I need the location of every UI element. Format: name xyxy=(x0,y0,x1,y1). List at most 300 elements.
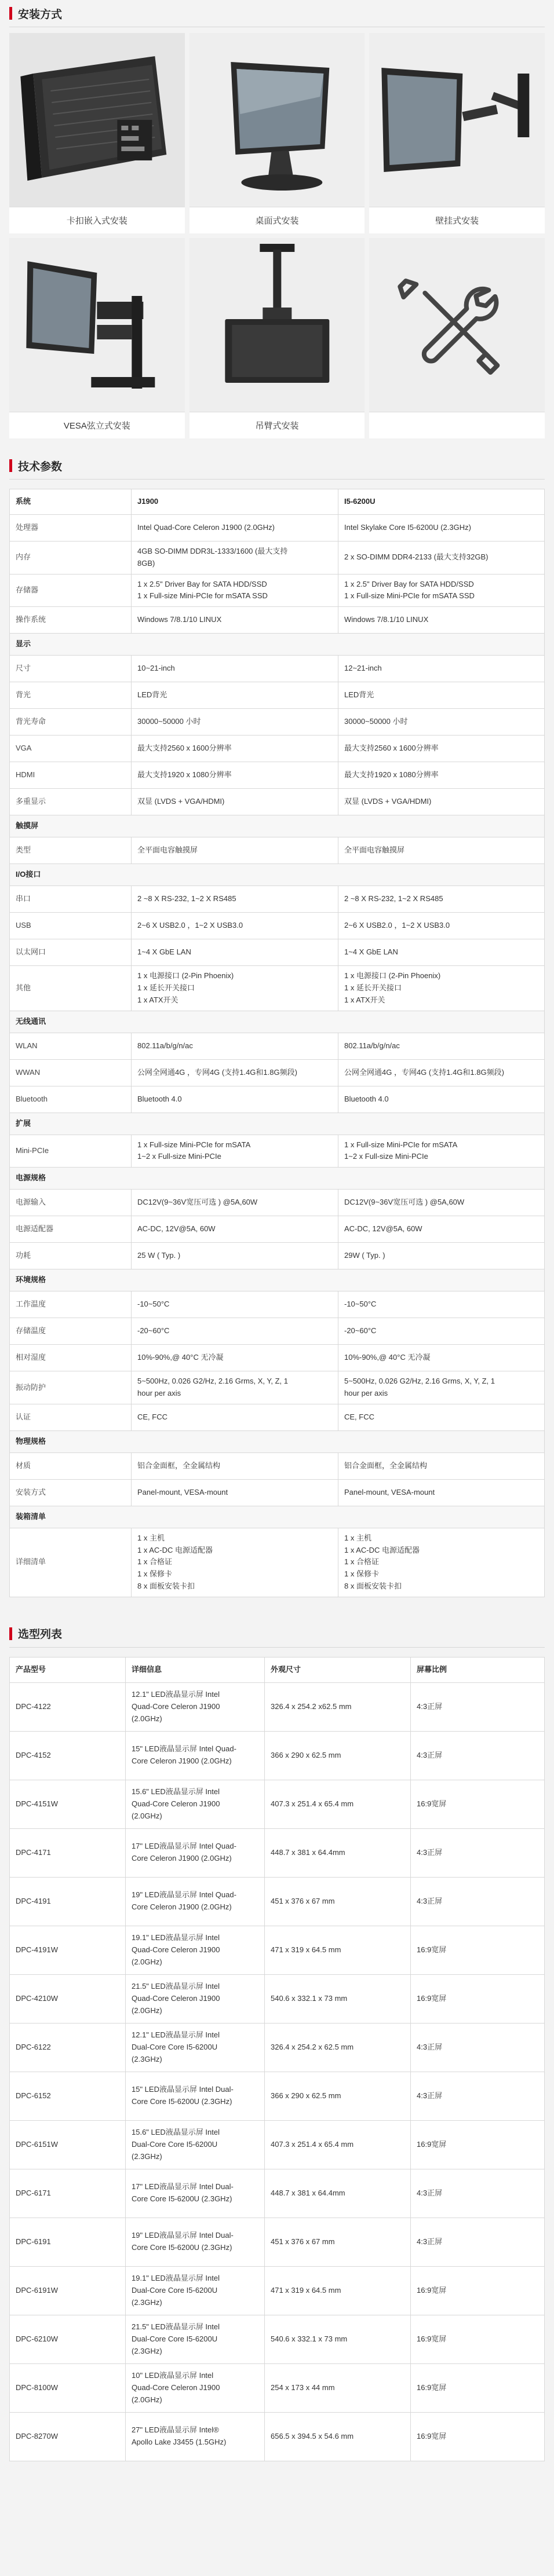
model-detail-line: 19" LED液晶显示屏 Intel Dual- xyxy=(132,2231,234,2240)
spec-value xyxy=(338,574,545,607)
model-ratio: 4:3正屏 xyxy=(411,2023,545,2072)
spec-value xyxy=(338,1243,545,1269)
model-size: 326.4 x 254.2 x 62.5 mm xyxy=(265,2023,411,2072)
spec-value xyxy=(132,607,338,634)
model-ratio: 16:9宽屏 xyxy=(411,2412,545,2461)
model-name: DPC-8270W xyxy=(10,2412,126,2461)
spec-value-line: 1 x 主机 xyxy=(344,1533,371,1542)
model-size: 540.6 x 332.1 x 73 mm xyxy=(265,2315,411,2363)
spec-category-row xyxy=(10,1168,545,1190)
models-section-header xyxy=(5,1620,549,1647)
spec-value xyxy=(338,1059,545,1086)
spec-value xyxy=(338,1086,545,1113)
spec-value-line: Panel-mount, VESA-mount xyxy=(344,1487,435,1496)
spec-value xyxy=(132,709,338,736)
spec-value-line: 1~2 x Full-size Mini-PCIe xyxy=(344,1152,428,1161)
spec-label: 尺寸 xyxy=(10,656,132,682)
spec-header-cell: 系统 xyxy=(10,489,132,515)
spec-label: Bluetooth xyxy=(10,1086,132,1113)
spec-value xyxy=(338,939,545,966)
spec-value-line: 8GB) xyxy=(137,558,155,568)
section-marker xyxy=(9,7,12,20)
vesa-pole-mount-icon xyxy=(9,238,185,412)
spec-label: 多重显示 xyxy=(10,789,132,815)
spec-label: Mini-PCIe xyxy=(10,1135,132,1168)
model-size: 540.6 x 332.1 x 73 mm xyxy=(265,1974,411,2023)
model-detail-line: 12.1" LED液晶显示屏 Intel xyxy=(132,1690,220,1699)
spec-value xyxy=(338,607,545,634)
spec-category-label: 物理规格 xyxy=(10,1430,545,1452)
model-size: 366 x 290 x 62.5 mm xyxy=(265,2072,411,2120)
install-caption xyxy=(369,412,545,438)
spec-value xyxy=(132,1452,338,1479)
model-ratio: 16:9宽屏 xyxy=(411,1926,545,1974)
spec-value-line: AC-DC, 12V@5A, 60W xyxy=(344,1224,422,1234)
model-name: DPC-6191W xyxy=(10,2266,126,2315)
model-ratio: 16:9宽屏 xyxy=(411,1974,545,2023)
spec-value-line: LED背光 xyxy=(344,690,374,700)
spec-row xyxy=(10,789,545,815)
model-ratio: 4:3正屏 xyxy=(411,1877,545,1926)
spec-value-line: CE, FCC xyxy=(344,1412,374,1421)
spec-value xyxy=(132,789,338,815)
spec-value-line: 全平面电容触摸屏 xyxy=(344,846,405,855)
spec-value-line: Bluetooth 4.0 xyxy=(344,1094,389,1103)
model-size: 407.3 x 251.4 x 65.4 mm xyxy=(265,1780,411,1828)
model-detail xyxy=(126,2363,265,2412)
spec-value-line: 4GB SO-DIMM DDR3L-1333/1600 (最大支持 xyxy=(137,547,288,555)
spec-label: 背光寿命 xyxy=(10,709,132,736)
model-row xyxy=(10,2218,545,2266)
spec-value xyxy=(132,1190,338,1216)
spec-category-row xyxy=(10,1113,545,1135)
section-marker xyxy=(9,459,12,472)
spec-row xyxy=(10,607,545,634)
spec-value-line: 1 x 延长开关接口 xyxy=(137,983,195,992)
spec-category-row xyxy=(10,864,545,886)
spec-label: 存储器 xyxy=(10,574,132,607)
model-detail xyxy=(126,2169,265,2218)
spec-label: 安装方式 xyxy=(10,1479,132,1506)
spec-row xyxy=(10,515,545,541)
spec-value-line: -10~50°C xyxy=(137,1300,170,1309)
spec-value-line: 1 x 合格证 xyxy=(344,1557,379,1567)
spec-value xyxy=(338,1371,545,1404)
wall-mount-arm-icon xyxy=(369,33,545,207)
model-size: 448.7 x 381 x 64.4mm xyxy=(265,1828,411,1877)
spec-value-line: 公网全网通4G ，专网4G (支持1.4G和1.8G频段) xyxy=(137,1067,297,1077)
spec-value xyxy=(338,736,545,762)
spec-value-line: 1 x 保修卡 xyxy=(137,1569,172,1579)
spec-row xyxy=(10,656,545,682)
spec-value-line: 1 x 2.5" Driver Bay for SATA HDD/SSD xyxy=(137,579,267,588)
spec-value-line: 公网全网通4G ，专网4G (支持1.4G和1.8G频段) xyxy=(344,1067,504,1077)
specs-section-title: 技术参数 xyxy=(18,460,63,473)
spec-value xyxy=(132,966,338,1011)
model-name: DPC-4151W xyxy=(10,1780,126,1828)
spec-value-line: 双显 (LVDS + VGA/HDMI) xyxy=(137,797,225,806)
model-detail-line: Quad-Core Celeron J1900 xyxy=(132,1799,220,1808)
spec-value-line: 1 x 延长开关接口 xyxy=(344,983,402,992)
spec-table xyxy=(9,489,545,1597)
spec-category-row xyxy=(10,1506,545,1528)
model-detail xyxy=(126,2315,265,2363)
spec-value xyxy=(338,1318,545,1345)
model-detail-line: Dual-Core Core I5-6200U xyxy=(132,2042,218,2051)
models-header-row xyxy=(10,1657,545,1682)
spec-value-line: 铝合金面框，全金属结构 xyxy=(344,1461,428,1470)
spec-label: 相对湿度 xyxy=(10,1345,132,1371)
spec-value xyxy=(338,913,545,939)
model-size: 471 x 319 x 64.5 mm xyxy=(265,2266,411,2315)
header-cell: 详细信息 xyxy=(126,1657,265,1682)
model-size: 656.5 x 394.5 x 54.6 mm xyxy=(265,2412,411,2461)
specs-section-header xyxy=(5,452,549,479)
spec-value xyxy=(132,1404,338,1430)
spec-value-line: 5~500Hz, 0.026 G2/Hz, 2.16 Grms, X, Y, Z, 1 xyxy=(137,1377,289,1386)
install-caption: 壁挂式安装 xyxy=(369,207,545,233)
spec-value-line: Bluetooth 4.0 xyxy=(137,1094,182,1103)
spec-label: WWAN xyxy=(10,1059,132,1086)
spec-value-line: 1 x AC-DC 电源适配器 xyxy=(137,1545,213,1554)
model-detail-line: 19.1" LED液晶显示屏 Intel xyxy=(132,1933,220,1942)
spec-value-line: 5~500Hz, 0.026 G2/Hz, 2.16 Grms, X, Y, Z, 1 xyxy=(344,1377,495,1386)
spec-row xyxy=(10,1479,545,1506)
model-detail-line: (2.0GHz) xyxy=(132,2395,162,2404)
desk-stand-icon xyxy=(189,33,365,207)
model-detail-line: 17" LED液晶显示屏 Intel Quad- xyxy=(132,1842,236,1851)
model-ratio: 4:3正屏 xyxy=(411,1731,545,1780)
install-caption: VESA弦立式安装 xyxy=(9,412,185,438)
spec-label: 存储温度 xyxy=(10,1318,132,1345)
spec-row xyxy=(10,1371,545,1404)
spec-category-label: 电源规格 xyxy=(10,1168,545,1190)
model-detail-line: 15.6" LED液晶显示屏 Intel xyxy=(132,1787,220,1796)
model-size: 366 x 290 x 62.5 mm xyxy=(265,1731,411,1780)
spec-value-line: 29W ( Typ. ) xyxy=(344,1251,385,1260)
model-detail xyxy=(126,1780,265,1828)
spec-label: 材质 xyxy=(10,1452,132,1479)
model-row xyxy=(10,2072,545,2120)
spec-value xyxy=(132,1291,338,1318)
spec-value xyxy=(338,515,545,541)
model-name: DPC-6151W xyxy=(10,2120,126,2169)
spec-row xyxy=(10,939,545,966)
spec-value xyxy=(132,1059,338,1086)
spec-value-line: 1 x ATX开关 xyxy=(344,995,385,1004)
spec-label: WLAN xyxy=(10,1033,132,1059)
spec-value xyxy=(132,1086,338,1113)
model-ratio: 16:9宽屏 xyxy=(411,2120,545,2169)
model-row xyxy=(10,1974,545,2023)
spec-row xyxy=(10,1086,545,1113)
model-detail-line: Quad-Core Celeron J1900 xyxy=(132,2383,220,2392)
spec-row xyxy=(10,1318,545,1345)
spec-header-cell: I5-6200U xyxy=(338,489,545,515)
model-row xyxy=(10,2120,545,2169)
spec-row xyxy=(10,1452,545,1479)
spec-value xyxy=(132,1345,338,1371)
spec-header-row xyxy=(10,489,545,515)
model-row xyxy=(10,2363,545,2412)
spec-value xyxy=(338,1452,545,1479)
spec-value-line: 1 x 保修卡 xyxy=(344,1569,379,1579)
spec-value-line: 802.11a/b/g/n/ac xyxy=(137,1041,193,1050)
model-detail xyxy=(126,1926,265,1974)
header-cell: 外观尺寸 xyxy=(265,1657,411,1682)
wrench-screwdriver-icon xyxy=(369,238,545,412)
spec-value-line: AC-DC, 12V@5A, 60W xyxy=(137,1224,216,1234)
spec-value-line: -10~50°C xyxy=(344,1300,377,1309)
install-section-header xyxy=(5,0,549,27)
spec-value-line: 10%-90%,@ 40°C 无冷凝 xyxy=(137,1353,224,1362)
model-ratio: 16:9宽屏 xyxy=(411,1780,545,1828)
spec-label: 电源适配器 xyxy=(10,1216,132,1243)
spec-value xyxy=(338,762,545,789)
spec-value-line: 1 x 电源接口 (2-Pin Phoenix) xyxy=(344,971,441,980)
install-card-panel xyxy=(9,33,185,233)
spec-value-line: 1 x Full-size Mini-PCIe for mSATA xyxy=(137,1140,251,1149)
spec-label: 内存 xyxy=(10,541,132,575)
spec-value xyxy=(338,541,545,575)
spec-value-line: 2 ~8 X RS-232, 1~2 X RS485 xyxy=(344,894,443,903)
spec-value xyxy=(338,837,545,864)
spec-value xyxy=(338,1033,545,1059)
spec-value xyxy=(338,656,545,682)
model-row xyxy=(10,1780,545,1828)
spec-value-line: DC12V(9~36V宽压可选 ) @5A,60W xyxy=(344,1198,465,1207)
spec-label: 功耗 xyxy=(10,1243,132,1269)
spec-row xyxy=(10,837,545,864)
install-grid xyxy=(5,27,549,452)
spec-value-line: 8 x 面板安装卡扣 xyxy=(344,1581,402,1590)
spec-value xyxy=(132,1033,338,1059)
model-detail-line: 15" LED液晶显示屏 Intel Dual- xyxy=(132,2085,234,2094)
model-detail-line: Core Celeron J1900 (2.0GHz) xyxy=(132,1854,232,1863)
spec-value-line: 1~2 x Full-size Mini-PCIe xyxy=(137,1152,221,1161)
spec-label: 其他 xyxy=(10,966,132,1011)
model-detail-line: (2.3GHz) xyxy=(132,2151,162,2161)
model-size: 471 x 319 x 64.5 mm xyxy=(265,1926,411,1974)
model-detail xyxy=(126,2412,265,2461)
install-caption: 吊臂式安装 xyxy=(189,412,365,438)
spec-value xyxy=(132,1216,338,1243)
spec-value xyxy=(132,515,338,541)
spec-row xyxy=(10,1216,545,1243)
spec-value-line: LED背光 xyxy=(137,690,167,700)
spec-value xyxy=(132,1243,338,1269)
model-name: DPC-4122 xyxy=(10,1682,126,1731)
install-card-desk xyxy=(189,33,365,233)
model-detail-line: 17" LED液晶显示屏 Intel Dual- xyxy=(132,2182,234,2191)
spec-row xyxy=(10,1528,545,1597)
spec-value xyxy=(338,1479,545,1506)
spec-value-line: 2 x SO-DIMM DDR4-2133 (最大支持32GB) xyxy=(344,552,489,562)
spec-value-line: 802.11a/b/g/n/ac xyxy=(344,1041,400,1050)
spec-value xyxy=(132,541,338,575)
spec-row xyxy=(10,1243,545,1269)
model-detail-line: (2.0GHz) xyxy=(132,2006,162,2015)
model-size: 451 x 376 x 67 mm xyxy=(265,2218,411,2266)
spec-label: 工作温度 xyxy=(10,1291,132,1318)
model-name: DPC-8100W xyxy=(10,2363,126,2412)
model-detail xyxy=(126,2218,265,2266)
spec-value xyxy=(338,789,545,815)
model-detail xyxy=(126,2120,265,2169)
model-detail-line: (2.0GHz) xyxy=(132,1714,162,1723)
model-detail-line: Core Celeron J1900 (2.0GHz) xyxy=(132,1757,232,1766)
spec-row xyxy=(10,762,545,789)
spec-category-row xyxy=(10,1011,545,1033)
spec-row xyxy=(10,886,545,913)
spec-value-line: 1 x 合格证 xyxy=(137,1557,172,1567)
spec-value-line: 10~21-inch xyxy=(137,664,175,673)
model-detail-line: 15" LED液晶显示屏 Intel Quad- xyxy=(132,1744,236,1754)
spec-value xyxy=(132,762,338,789)
spec-value xyxy=(338,1528,545,1597)
spec-value-line: 1 x Full-size Mini-PCIe for mSATA SSD xyxy=(344,591,475,601)
spec-value-line: 30000~50000 小时 xyxy=(344,717,408,726)
model-detail-line: Quad-Core Celeron J1900 xyxy=(132,1702,220,1711)
model-name: DPC-4191W xyxy=(10,1926,126,1974)
spec-value xyxy=(338,1404,545,1430)
spec-value-line: hour per axis xyxy=(137,1388,181,1397)
spec-value-line: Intel Quad-Core Celeron J1900 (2.0GHz) xyxy=(137,523,275,532)
spec-value-line: 双显 (LVDS + VGA/HDMI) xyxy=(344,797,432,806)
spec-row xyxy=(10,966,545,1011)
model-row xyxy=(10,2412,545,2461)
model-detail-line: (2.3GHz) xyxy=(132,2054,162,2063)
spec-value-line: 2~6 X USB2.0 ，1~2 X USB3.0 xyxy=(137,921,243,930)
model-name: DPC-6191 xyxy=(10,2218,126,2266)
spec-value-line: 全平面电容触摸屏 xyxy=(137,846,198,855)
spec-row xyxy=(10,541,545,575)
spec-value-line: 1 x AC-DC 电源适配器 xyxy=(344,1545,420,1554)
model-ratio: 4:3正屏 xyxy=(411,1828,545,1877)
spec-label: HDMI xyxy=(10,762,132,789)
model-name: DPC-4171 xyxy=(10,1828,126,1877)
spec-category-row xyxy=(10,1430,545,1452)
model-ratio: 16:9宽屏 xyxy=(411,2266,545,2315)
spec-row xyxy=(10,1291,545,1318)
model-detail-line: (2.3GHz) xyxy=(132,2346,162,2355)
spec-label: 操作系统 xyxy=(10,607,132,634)
spec-value xyxy=(338,886,545,913)
spec-category-label: I/O接口 xyxy=(10,864,545,886)
spec-value xyxy=(338,1190,545,1216)
spec-category-row xyxy=(10,1269,545,1291)
spec-category-label: 环境规格 xyxy=(10,1269,545,1291)
install-card-ceiling xyxy=(189,238,365,438)
spec-value xyxy=(132,682,338,709)
spec-value xyxy=(132,1528,338,1597)
install-card-tools xyxy=(369,238,545,438)
spec-value-line: 最大支持1920 x 1080分辨率 xyxy=(137,770,232,780)
model-detail-line: Core Core I5-6200U (2.3GHz) xyxy=(132,2097,232,2106)
model-ratio: 16:9宽屏 xyxy=(411,2363,545,2412)
panel-pc-rear-icon xyxy=(9,33,185,207)
spec-label: 类型 xyxy=(10,837,132,864)
spec-row xyxy=(10,709,545,736)
install-section-title: 安装方式 xyxy=(18,8,63,21)
spec-value-line: Panel-mount, VESA-mount xyxy=(137,1487,228,1496)
spec-value xyxy=(338,1135,545,1168)
spec-value-line: Windows 7/8.1/10 LINUX xyxy=(137,615,222,624)
spec-label: USB xyxy=(10,913,132,939)
model-detail-line: Core Core I5-6200U (2.3GHz) xyxy=(132,2243,232,2252)
spec-value-line: 1 x 2.5" Driver Bay for SATA HDD/SSD xyxy=(344,579,474,588)
spec-value xyxy=(338,1345,545,1371)
spec-value xyxy=(132,1479,338,1506)
spec-value-line: 2 ~8 X RS-232, 1~2 X RS485 xyxy=(137,894,236,903)
spec-header-cell: J1900 xyxy=(132,489,338,515)
spec-category-row xyxy=(10,634,545,656)
model-row xyxy=(10,1828,545,1877)
models-table xyxy=(9,1657,545,2461)
spec-value xyxy=(132,1318,338,1345)
spec-row xyxy=(10,1190,545,1216)
model-detail-line: Apollo Lake J3455 (1.5GHz) xyxy=(132,2438,227,2447)
spec-value-line: Intel Skylake Core I5-6200U (2.3GHz) xyxy=(344,523,471,532)
spec-value-line: 1 x ATX开关 xyxy=(137,995,178,1004)
spec-category-label: 显示 xyxy=(10,634,545,656)
model-row xyxy=(10,2315,545,2363)
header-cell: 屏幕比例 xyxy=(411,1657,545,1682)
spec-label: 串口 xyxy=(10,886,132,913)
spec-value-line: 1~4 X GbE LAN xyxy=(137,947,191,957)
model-ratio: 4:3正屏 xyxy=(411,1682,545,1731)
model-detail-line: Quad-Core Celeron J1900 xyxy=(132,1945,220,1954)
spec-value xyxy=(132,939,338,966)
install-card-vesa xyxy=(9,238,185,438)
model-name: DPC-4191 xyxy=(10,1877,126,1926)
model-detail-line: Dual-Core Core I5-6200U xyxy=(132,2139,218,2149)
model-row xyxy=(10,1731,545,1780)
spec-value xyxy=(338,1216,545,1243)
ceiling-mount-icon xyxy=(189,238,365,412)
spec-value xyxy=(132,1135,338,1168)
model-size: 451 x 376 x 67 mm xyxy=(265,1877,411,1926)
spec-value xyxy=(132,837,338,864)
spec-value xyxy=(338,682,545,709)
spec-value-line: 1 x Full-size Mini-PCIe for mSATA xyxy=(344,1140,458,1149)
model-row xyxy=(10,1877,545,1926)
spec-value xyxy=(132,656,338,682)
spec-value-line: Windows 7/8.1/10 LINUX xyxy=(344,615,429,624)
spec-value xyxy=(338,709,545,736)
spec-row xyxy=(10,1135,545,1168)
spec-row xyxy=(10,913,545,939)
model-detail-line: 21.5" LED液晶显示屏 Intel xyxy=(132,2322,220,2332)
model-ratio: 4:3正屏 xyxy=(411,2072,545,2120)
model-size: 254 x 173 x 44 mm xyxy=(265,2363,411,2412)
model-name: DPC-6210W xyxy=(10,2315,126,2363)
model-ratio: 4:3正屏 xyxy=(411,2218,545,2266)
model-name: DPC-6171 xyxy=(10,2169,126,2218)
spec-value-line: hour per axis xyxy=(344,1388,388,1397)
model-name: DPC-4210W xyxy=(10,1974,126,2023)
model-detail xyxy=(126,1682,265,1731)
spec-value xyxy=(132,913,338,939)
model-detail-line: 10" LED液晶显示屏 Intel xyxy=(132,2371,214,2380)
install-caption: 桌面式安装 xyxy=(189,207,365,233)
models-section-title: 选型列表 xyxy=(18,1629,63,1641)
spec-label: 背光 xyxy=(10,682,132,709)
model-size: 407.3 x 251.4 x 65.4 mm xyxy=(265,2120,411,2169)
model-detail-line: (2.0GHz) xyxy=(132,1811,162,1820)
spec-value-line: 最大支持2560 x 1600分辨率 xyxy=(344,744,439,753)
spec-category-label: 无线通讯 xyxy=(10,1011,545,1033)
